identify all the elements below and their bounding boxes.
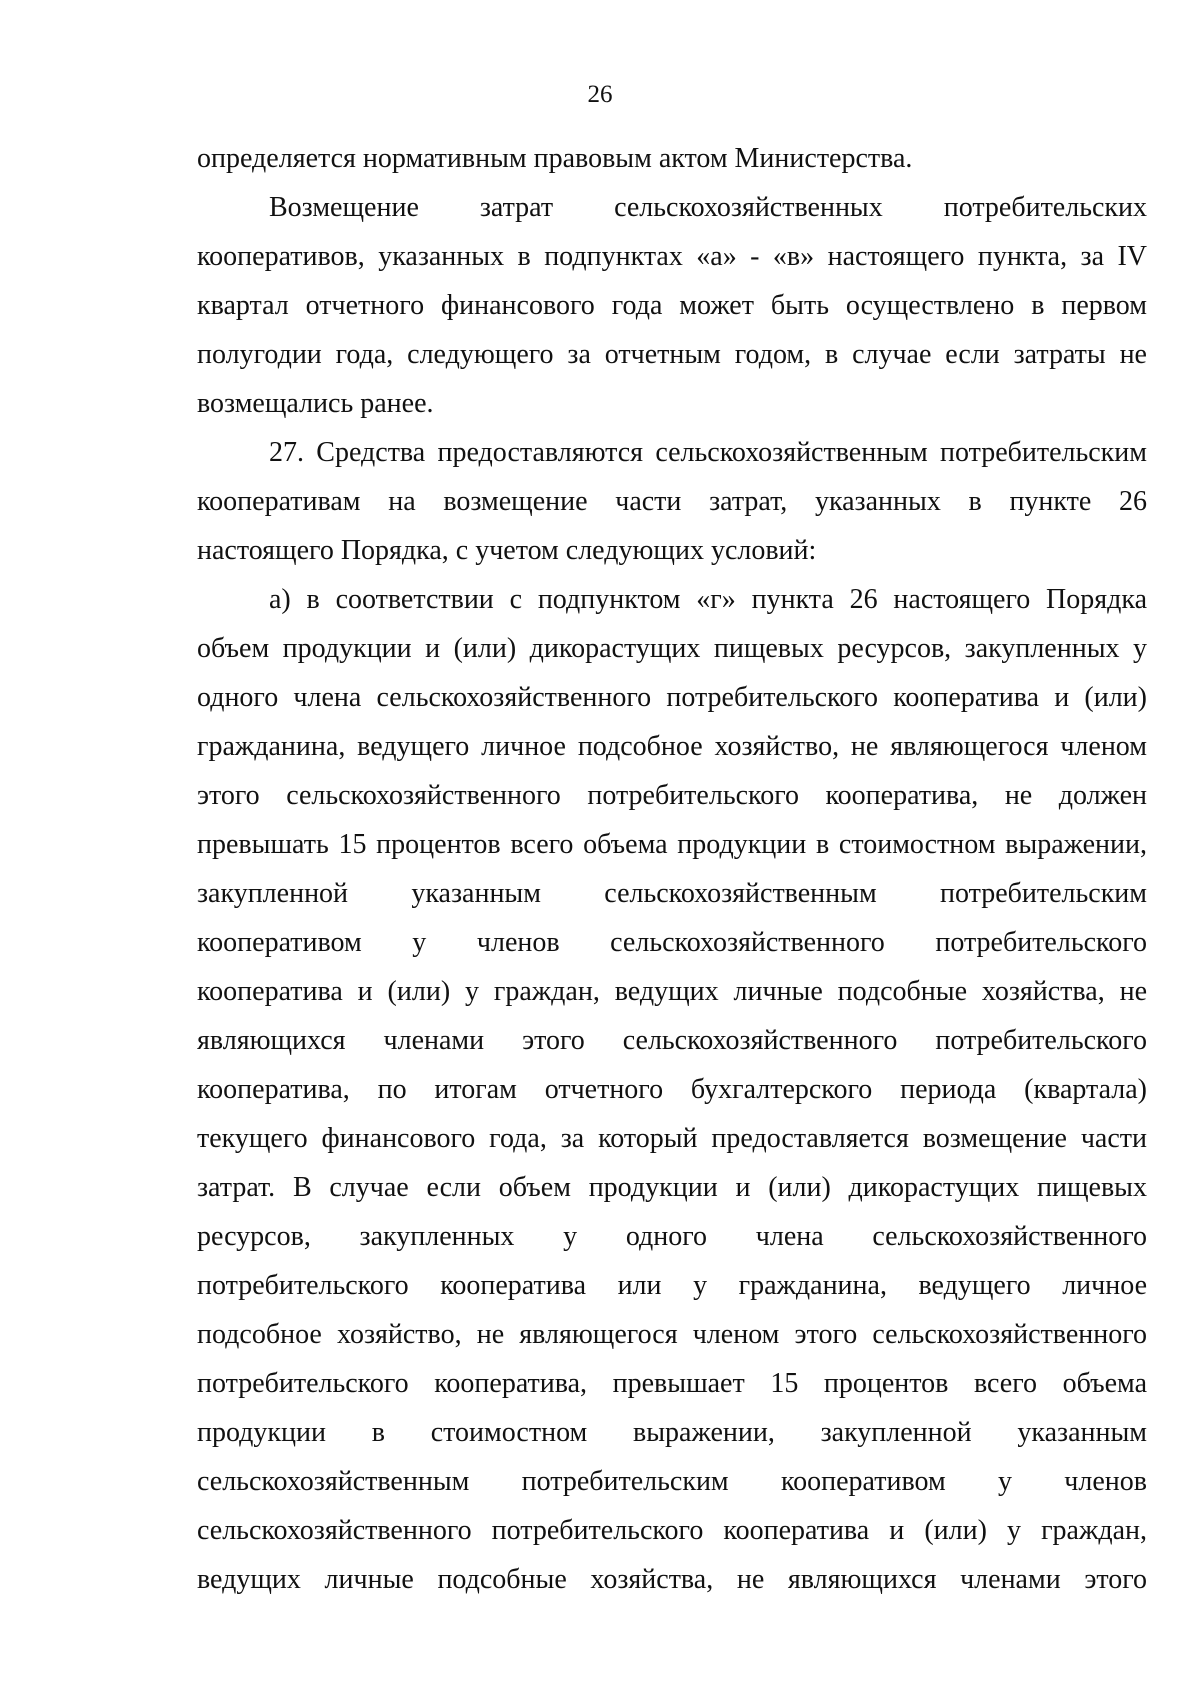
- text-line: потребительского кооператива, превышает 15 процентов всего объема: [197, 1368, 1147, 1399]
- page-number: 26: [587, 81, 613, 108]
- text-line: превышать 15 процентов всего объема продукции в стоимостном выражении,: [197, 829, 1147, 860]
- text-line: одного члена сельскохозяйственного потребительского кооператива и (или): [197, 682, 1147, 713]
- text-line: определяется нормативным правовым актом Министерства.: [197, 143, 913, 174]
- text-line: текущего финансового года, за который предоставляется возмещение части: [197, 1123, 1147, 1154]
- paragraph: [197, 428, 1147, 575]
- text-line: потребительского кооператива или у гражданина, ведущего личное: [197, 1270, 1147, 1301]
- text-line: кооператива и (или) у граждан, ведущих личные подсобные хозяйства, не: [197, 976, 1147, 1007]
- text-line: закупленной указанным сельскохозяйственным потребительским: [197, 878, 1147, 909]
- text-line: объем продукции и (или) дикорастущих пищевых ресурсов, закупленных у: [197, 633, 1147, 664]
- text-line: полугодии года, следующего за отчетным годом, в случае если затраты не: [197, 339, 1147, 370]
- text-line: продукции в стоимостном выражении, закупленной указанным: [197, 1417, 1147, 1448]
- text-line: а) в соответствии с подпунктом «г» пункта 26 настоящего Порядка: [269, 584, 1147, 615]
- text-line: ресурсов, закупленных у одного члена сельскохозяйственного: [197, 1221, 1147, 1252]
- text-line: 27. Средства предоставляются сельскохозяйственным потребительским: [269, 437, 1147, 468]
- text-line: ведущих личные подсобные хозяйства, не являющихся членами этого: [197, 1564, 1147, 1595]
- text-line: кооперативов, указанных в подпунктах «а» - «в» настоящего пункта, за IV: [197, 241, 1147, 272]
- text-line: гражданина, ведущего личное подсобное хозяйство, не являющегося членом: [197, 731, 1147, 762]
- text-line: возмещались ранее.: [197, 388, 434, 419]
- text-line: Возмещение затрат сельскохозяйственных потребительских: [269, 192, 1147, 223]
- text-line: затрат. В случае если объем продукции и (или) дикорастущих пищевых: [197, 1172, 1147, 1203]
- paragraph: [197, 575, 1147, 1604]
- text-line: подсобное хозяйство, не являющегося членом этого сельскохозяйственного: [197, 1319, 1147, 1350]
- paragraph: [197, 183, 1147, 428]
- text-line: сельскохозяйственным потребительским кооперативом у членов: [197, 1466, 1147, 1497]
- paragraph: [197, 134, 1147, 183]
- text-line: квартал отчетного финансового года может быть осуществлено в первом: [197, 290, 1147, 321]
- text-line: сельскохозяйственного потребительского кооператива и (или) у граждан,: [197, 1515, 1147, 1546]
- text-line: кооперативом у членов сельскохозяйственного потребительского: [197, 927, 1147, 958]
- text-line: кооперативам на возмещение части затрат, указанных в пункте 26: [197, 486, 1147, 517]
- document-body: [197, 134, 1147, 1604]
- text-line: настоящего Порядка, с учетом следующих условий:: [197, 535, 817, 566]
- text-line: этого сельскохозяйственного потребительского кооператива, не должен: [197, 780, 1147, 811]
- text-line: кооператива, по итогам отчетного бухгалтерского периода (квартала): [197, 1074, 1147, 1105]
- text-line: являющихся членами этого сельскохозяйственного потребительского: [197, 1025, 1147, 1056]
